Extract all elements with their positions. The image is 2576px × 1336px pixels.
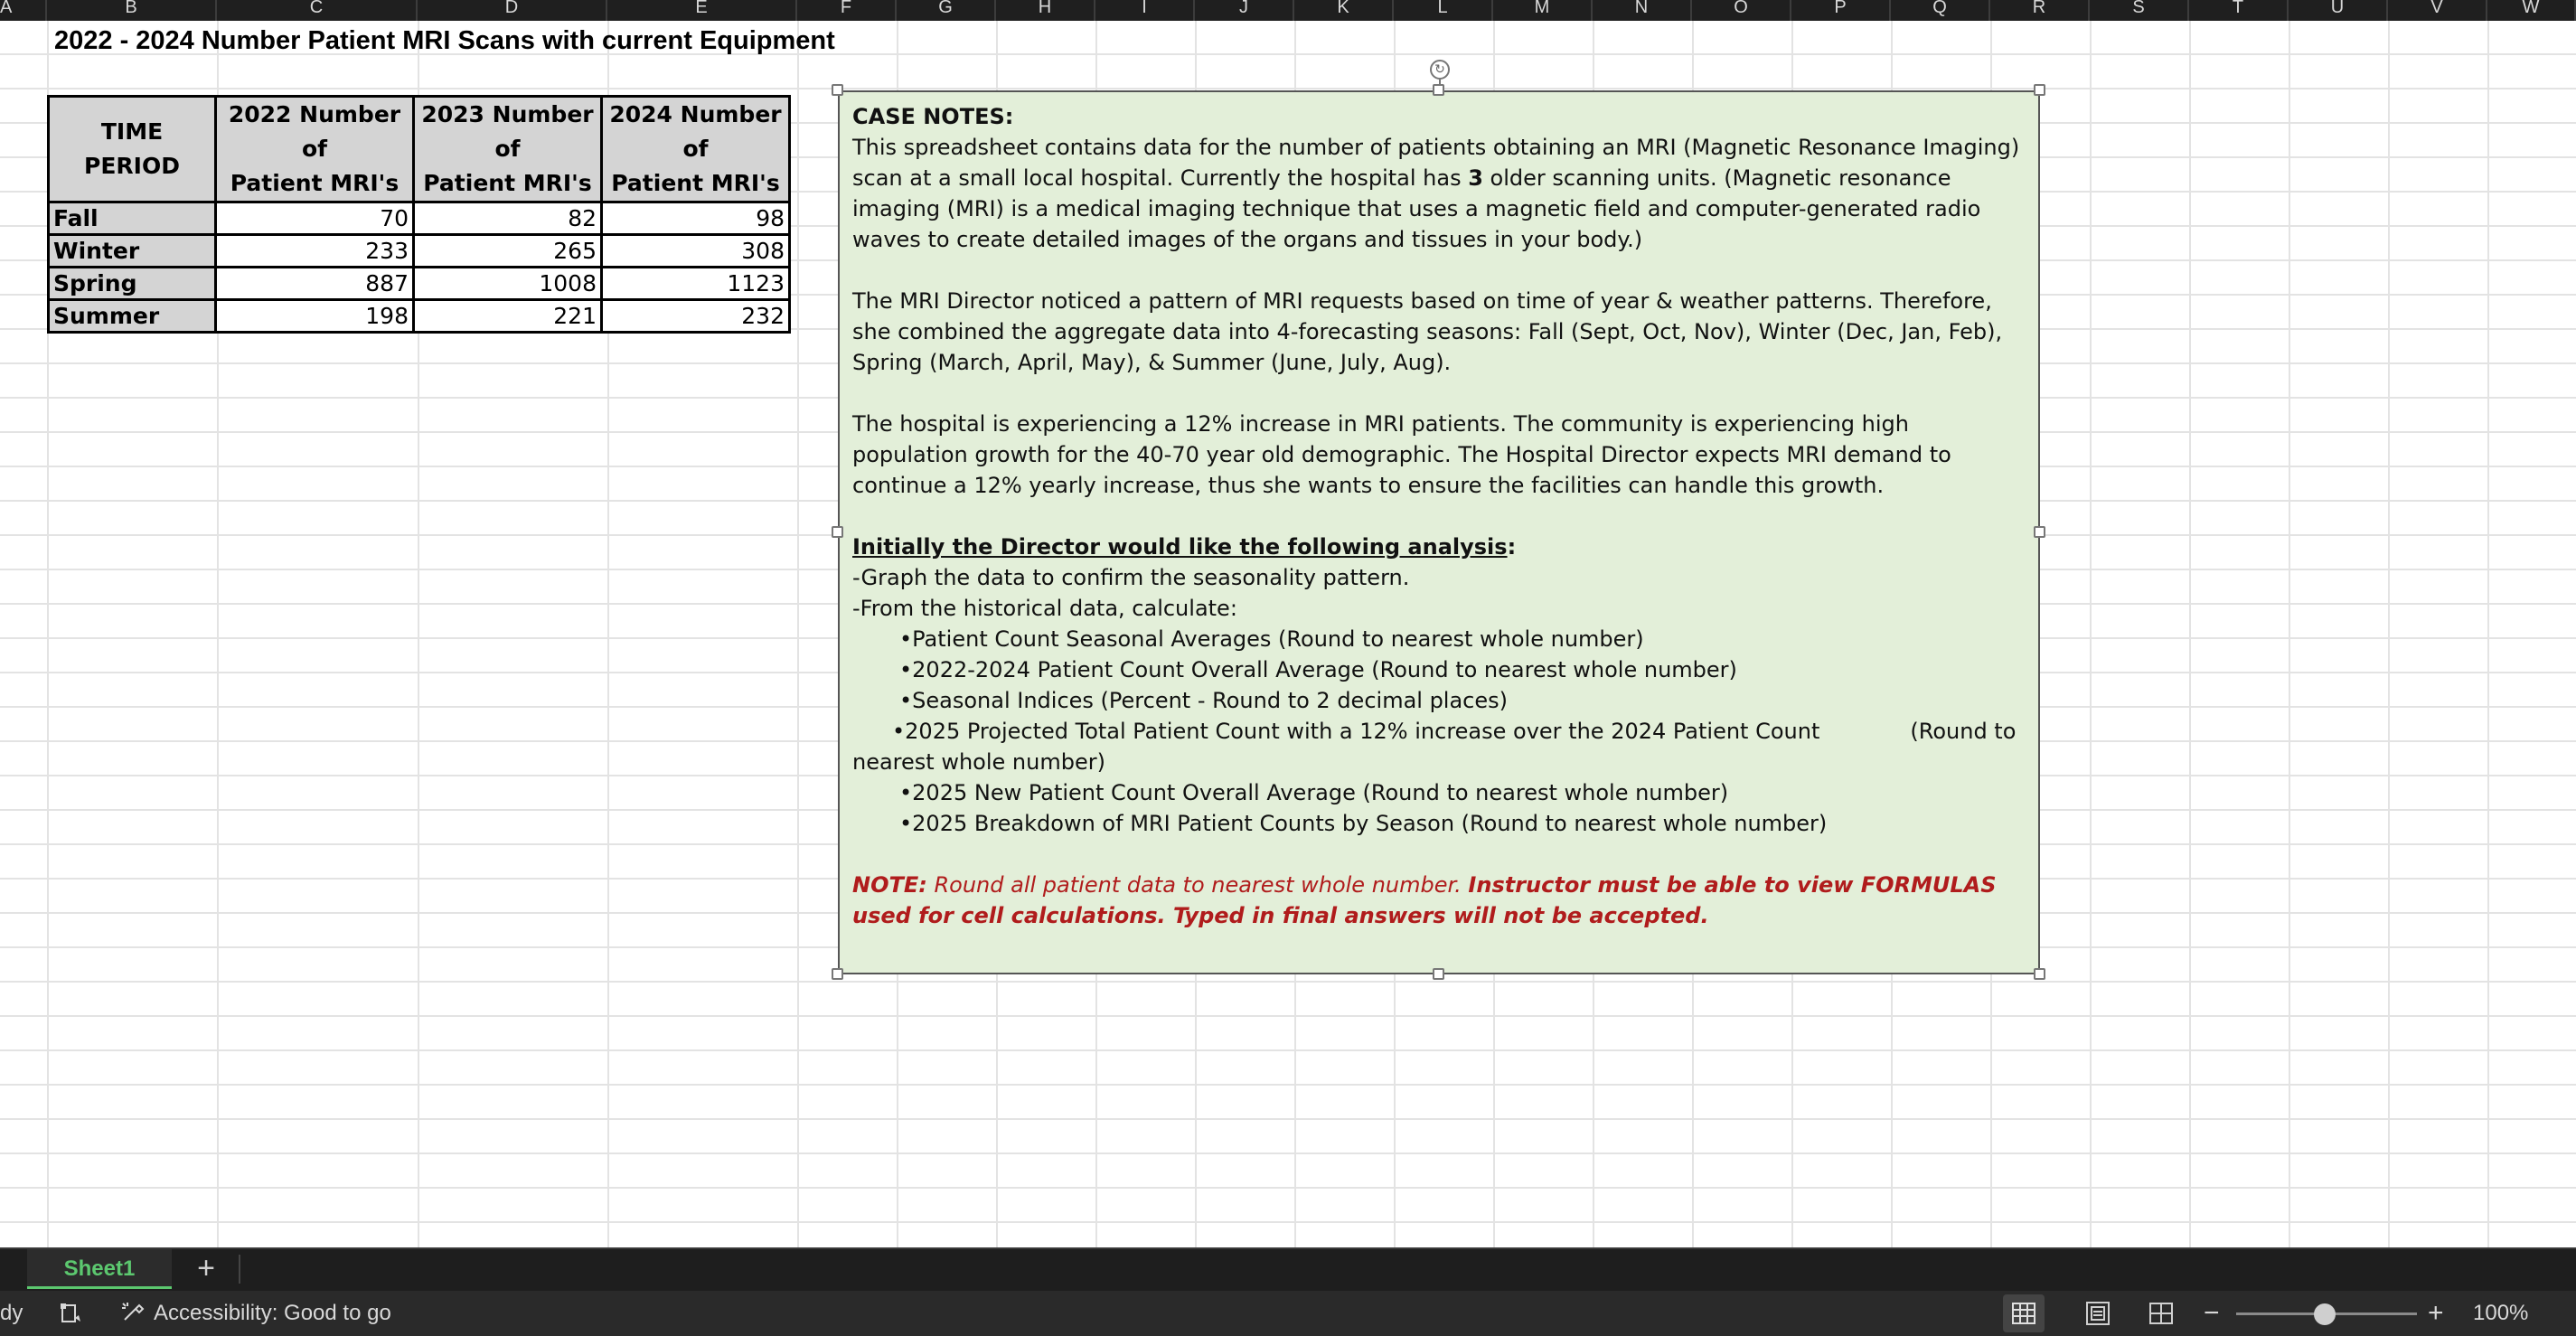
worksheet-grid[interactable] — [0, 21, 2576, 1247]
value-cell-2023[interactable]: 221 — [414, 300, 602, 333]
header-2024[interactable] — [602, 97, 790, 202]
column-header-o[interactable]: O — [1692, 0, 1791, 21]
season-cell[interactable]: Winter — [49, 235, 216, 268]
gridline-vertical — [2289, 21, 2290, 1247]
value-cell-2024[interactable]: 232 — [602, 300, 790, 333]
header-2022-line2: Patient MRI's — [230, 170, 400, 196]
column-header-q[interactable]: Q — [1891, 0, 1990, 21]
status-bar — [0, 1291, 2576, 1336]
p1-units: 3 — [1468, 165, 1483, 191]
task-calculate: -From the historical data, calculate: — [852, 596, 1237, 621]
gridline-vertical — [2090, 21, 2092, 1247]
macro-recording-icon[interactable] — [60, 1303, 83, 1324]
column-header-p[interactable]: P — [1791, 0, 1891, 21]
bullet-item: •2025 Breakdown of MRI Patient Counts by Season (Round to nearest whole number) — [899, 811, 1828, 836]
column-header-u[interactable]: U — [2289, 0, 2388, 21]
case-notes-heading: CASE NOTES: — [852, 104, 1014, 129]
header-2024-line2: Patient MRI's — [611, 170, 780, 196]
gridline-horizontal — [0, 1153, 2576, 1154]
column-header-c[interactable]: C — [217, 0, 418, 21]
instructor-note — [852, 870, 2027, 931]
resize-handle-bottom[interactable] — [1433, 968, 1444, 980]
add-sheet-button[interactable]: + — [197, 1251, 215, 1285]
page-break-preview-icon[interactable] — [2148, 1300, 2175, 1327]
value-cell-2024[interactable]: 98 — [602, 202, 790, 235]
bullet-item-projection — [852, 716, 2027, 747]
gridline-horizontal — [0, 981, 2576, 983]
projection-text: •2025 Projected Total Patient Count with a 12% increase over the 2024 Patient Count — [892, 719, 1820, 744]
season-cell[interactable]: Fall — [49, 202, 216, 235]
bullet-item: •Seasonal Indices (Percent - Round to 2 decimal places) — [899, 688, 1509, 713]
note-italic: Round all patient data to nearest whole number. — [926, 872, 1469, 898]
column-header-n[interactable]: N — [1593, 0, 1692, 21]
column-header-f[interactable]: F — [797, 0, 897, 21]
header-time-period[interactable]: TIME PERIOD — [49, 97, 216, 202]
header-2023-line1: 2023 Number of — [421, 101, 594, 162]
p1-text-b: older scanning units. (Magnetic resonance imaging (MRI) is a medical imaging technique that uses a magnetic field and computer-generated radio waves to create detailed images of the organs and tissues in your body.) — [852, 165, 1981, 252]
note-bold: Instructor must be able to view FORMULAS used for cell calculations. Typed in final answers will not be accepted. — [852, 872, 1997, 928]
sheet-tab-sheet1[interactable]: Sheet1 — [27, 1249, 172, 1289]
column-header-k[interactable]: K — [1294, 0, 1394, 21]
resize-handle-right[interactable] — [2034, 526, 2045, 538]
column-header-s[interactable]: S — [2090, 0, 2189, 21]
value-cell-2022[interactable]: 70 — [216, 202, 414, 235]
accessibility-status[interactable]: Accessibility: Good to go — [154, 1301, 391, 1325]
rotate-handle-icon[interactable]: ↻ — [1430, 60, 1450, 80]
table-row — [49, 300, 790, 333]
projection-wrap: nearest whole number) — [852, 749, 1105, 775]
mri-data-table[interactable] — [47, 95, 791, 334]
header-2024-line1: 2024 Number of — [609, 101, 782, 162]
resize-handle-bottom-right[interactable] — [2034, 968, 2045, 980]
gridline-vertical — [2388, 21, 2390, 1247]
column-header-b[interactable]: B — [47, 0, 217, 21]
bullet-item: •Patient Count Seasonal Averages (Round to nearest whole number) — [899, 626, 1644, 652]
gridline-vertical — [2189, 21, 2191, 1247]
zoom-in-button[interactable]: + — [2428, 1298, 2444, 1328]
analysis-heading-colon: : — [1507, 534, 1517, 560]
zoom-level[interactable]: 100% — [2473, 1301, 2529, 1325]
p1-text-a: This spreadsheet contains data for the number of patients obtaining an MRI (Magnetic Resonance Imaging) scan at a small local hospital. Currently the hospital has — [852, 135, 2020, 191]
column-header-w[interactable]: W — [2487, 0, 2576, 21]
value-cell-2024[interactable]: 308 — [602, 235, 790, 268]
accessibility-check-icon[interactable] — [121, 1302, 146, 1325]
table-row — [49, 235, 790, 268]
resize-handle-left[interactable] — [832, 526, 843, 538]
sheet-title[interactable]: 2022 - 2024 Number Patient MRI Scans with current Equipment — [54, 26, 835, 55]
gridline-horizontal — [0, 1084, 2576, 1086]
case-notes-paragraph-3: The hospital is experiencing a 12% increase in MRI patients. The community is experiencing high population growth for the 40-70 year old demographic. The Hospital Director expects MRI demand to continue a 12% yearly increase, thus she wants to ensure the facilities can handle this growth. — [852, 411, 1951, 498]
resize-handle-bottom-left[interactable] — [832, 968, 843, 980]
value-cell-2023[interactable]: 265 — [414, 235, 602, 268]
status-ready-text: dy — [0, 1301, 24, 1325]
column-header-r[interactable]: R — [1990, 0, 2090, 21]
header-2023-line2: Patient MRI's — [423, 170, 592, 196]
projection-round: (Round to — [1910, 719, 2017, 744]
normal-view-icon[interactable] — [2010, 1300, 2037, 1327]
header-2022[interactable] — [216, 97, 414, 202]
sheet-tab-bar — [0, 1247, 2576, 1291]
zoom-slider-thumb[interactable] — [2314, 1303, 2336, 1325]
gridline-horizontal — [0, 1015, 2576, 1017]
gridline-vertical — [797, 21, 799, 1247]
column-header-v[interactable]: V — [2388, 0, 2487, 21]
resize-handle-top[interactable] — [1433, 84, 1444, 96]
season-cell[interactable]: Spring — [49, 268, 216, 300]
column-header-i[interactable]: I — [1095, 0, 1195, 21]
column-header-g[interactable]: G — [897, 0, 996, 21]
value-cell-2022[interactable]: 233 — [216, 235, 414, 268]
value-cell-2023[interactable]: 82 — [414, 202, 602, 235]
bullet-item: •2022-2024 Patient Count Overall Average (Round to nearest whole number) — [899, 657, 1737, 682]
case-notes-paragraph-2: The MRI Director noticed a pattern of MRI requests based on time of year & weather patterns. Therefore, she combined the aggregate data into 4-forecasting seasons: Fall (Sept, Oct, Nov), Winter (Dec, Jan, Feb), Spring (March, April, May), & Summer (June, July, Aug). — [852, 288, 2003, 375]
gridline-vertical — [2487, 21, 2489, 1247]
header-2022-line1: 2022 Number of — [228, 101, 401, 162]
column-header-a[interactable]: A — [0, 0, 47, 21]
tab-divider — [239, 1255, 240, 1284]
value-cell-2024[interactable]: 1123 — [602, 268, 790, 300]
column-header-e[interactable]: E — [607, 0, 797, 21]
gridline-horizontal — [0, 1187, 2576, 1189]
analysis-heading-text: Initially the Director would like the following analysis — [852, 534, 1508, 560]
value-cell-2022[interactable]: 198 — [216, 300, 414, 333]
column-header-l[interactable]: L — [1394, 0, 1493, 21]
column-header-bar — [0, 0, 2576, 21]
note-label: NOTE: — [852, 872, 927, 898]
column-header-j[interactable]: J — [1195, 0, 1294, 21]
season-cell[interactable]: Summer — [49, 300, 216, 333]
column-header-t[interactable]: T — [2189, 0, 2289, 21]
gridline-horizontal — [0, 88, 2576, 89]
gridline-horizontal — [0, 1118, 2576, 1120]
column-header-m[interactable]: M — [1493, 0, 1593, 21]
table-row — [49, 202, 790, 235]
page-layout-view-icon[interactable] — [2084, 1300, 2111, 1327]
case-notes-textbox[interactable] — [838, 90, 2040, 974]
resize-handle-top-left[interactable] — [832, 84, 843, 96]
column-header-h[interactable]: H — [996, 0, 1095, 21]
gridline-horizontal — [0, 1049, 2576, 1051]
column-header-d[interactable]: D — [418, 0, 607, 21]
header-2023[interactable] — [414, 97, 602, 202]
value-cell-2023[interactable]: 1008 — [414, 268, 602, 300]
resize-handle-top-right[interactable] — [2034, 84, 2045, 96]
gridline-horizontal — [0, 1221, 2576, 1223]
bullet-item: •2025 New Patient Count Overall Average (Round to nearest whole number) — [899, 780, 1729, 805]
value-cell-2022[interactable]: 887 — [216, 268, 414, 300]
analysis-heading — [852, 532, 2027, 562]
table-row — [49, 268, 790, 300]
zoom-out-button[interactable]: − — [2204, 1298, 2220, 1328]
case-notes-paragraph-1 — [852, 132, 2027, 255]
task-graph: -Graph the data to confirm the seasonality pattern. — [852, 565, 1410, 590]
